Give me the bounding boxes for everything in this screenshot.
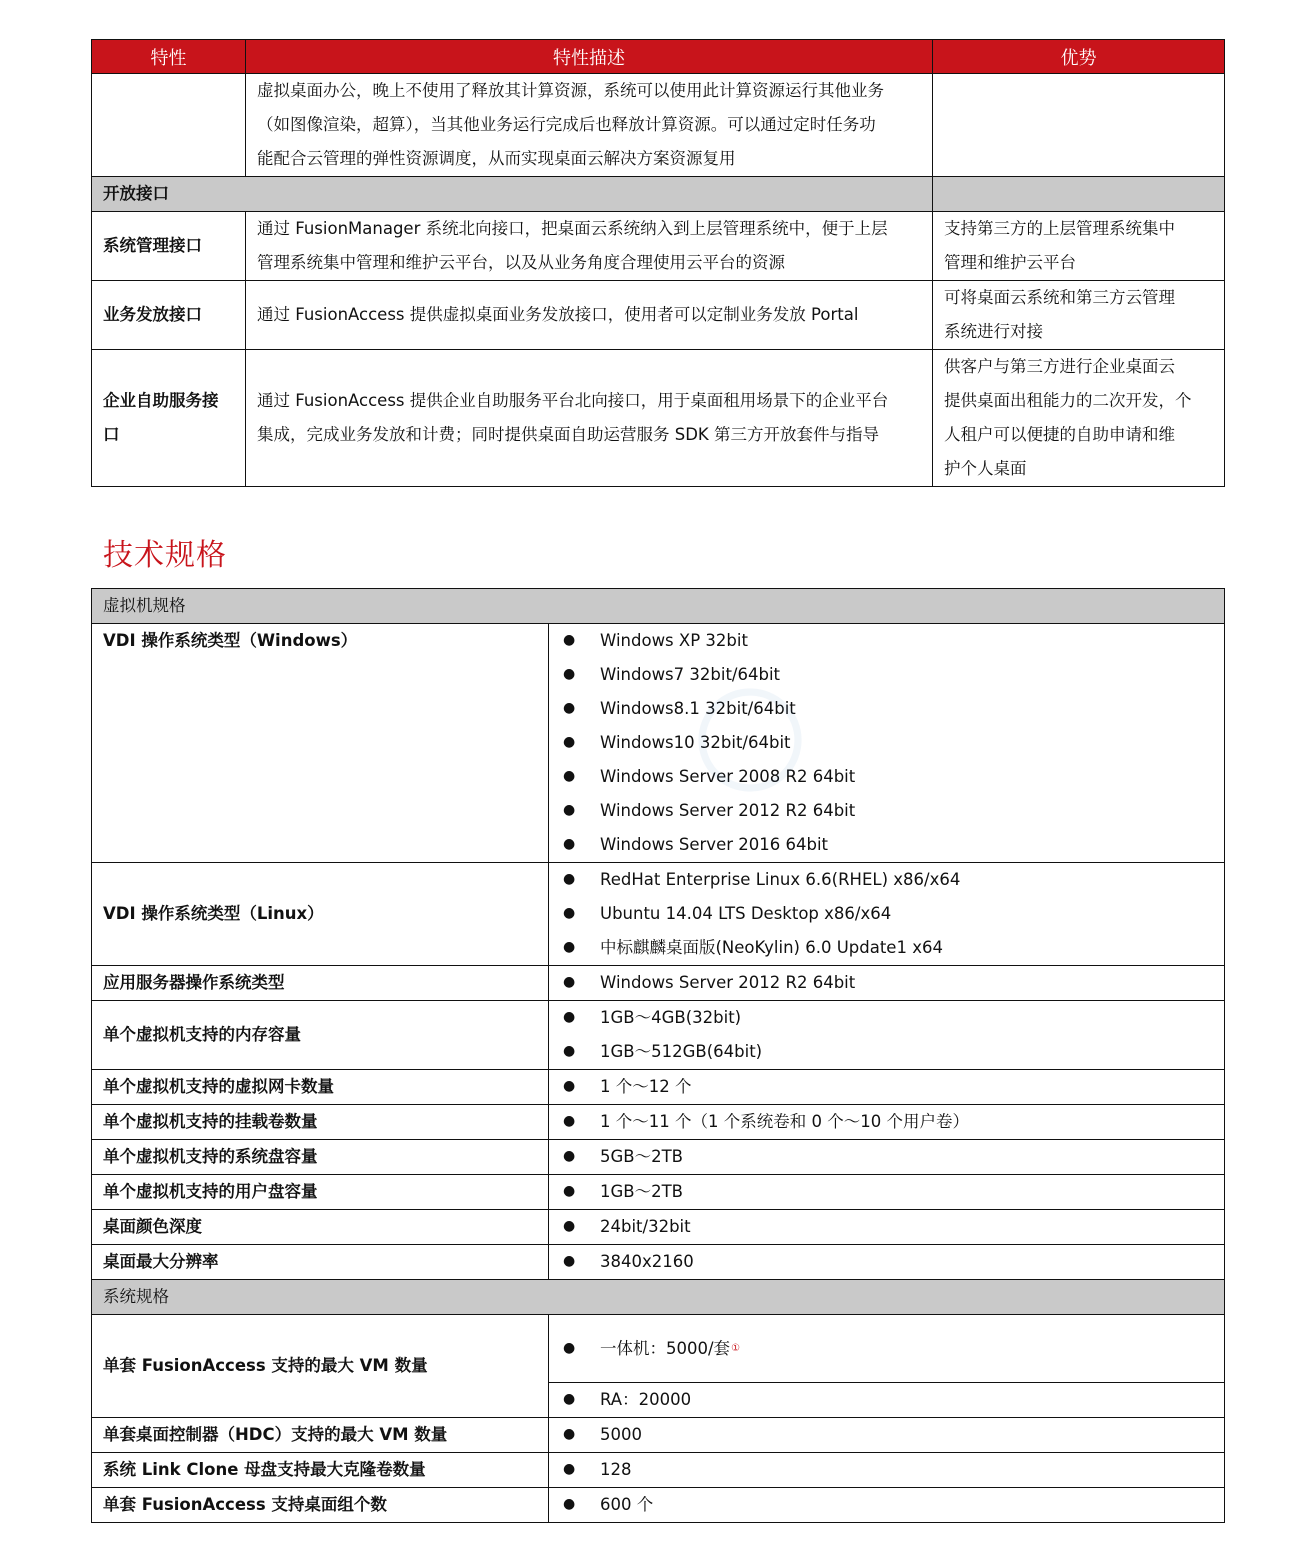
- table-row: [92, 350, 1225, 487]
- spec-label: 桌面颜色深度: [92, 1210, 549, 1245]
- list-item: [563, 897, 1224, 931]
- bullet-icon: ●: [563, 871, 576, 888]
- feature-name: 系统管理接口: [92, 212, 246, 281]
- spec-label: 单个虚拟机支持的内存容量: [92, 1001, 549, 1070]
- advantage-cell: [933, 212, 1225, 281]
- spec-values: [549, 1245, 1225, 1280]
- spec-value: Ubuntu 14.04 LTS Desktop x86/x64: [600, 904, 892, 924]
- list-item: [563, 1105, 1224, 1139]
- table-row: [92, 74, 1225, 177]
- spec-value: Windows8.1 32bit/64bit: [600, 699, 796, 719]
- spec-values: [549, 1210, 1225, 1245]
- bullet-icon: ●: [563, 974, 576, 991]
- section-title: 虚拟机规格: [92, 589, 1225, 624]
- spec-values: [549, 1488, 1225, 1523]
- spec-value: RedHat Enterprise Linux 6.6(RHEL) x86/x64: [600, 870, 961, 890]
- bullet-icon: ●: [563, 1009, 576, 1026]
- spec-label: 单套 FusionAccess 支持的最大 VM 数量: [92, 1315, 549, 1418]
- bullet-icon: ●: [563, 1218, 576, 1235]
- list-item: [563, 794, 1224, 828]
- header-description: 特性描述: [246, 40, 933, 74]
- bullet-icon: ●: [563, 632, 576, 649]
- spec-values: [549, 966, 1225, 1001]
- spec-value: Windows Server 2012 R2 64bit: [600, 801, 856, 821]
- table-row: [92, 1488, 1225, 1523]
- list-item: [563, 863, 1224, 897]
- table-row: [92, 1210, 1225, 1245]
- spec-value: Windows10 32bit/64bit: [600, 733, 791, 753]
- advantage-line: 供客户与第三方进行企业桌面云: [944, 357, 1175, 376]
- feature-cell: [92, 74, 246, 177]
- spec-values: [549, 1383, 1225, 1418]
- header-feature: 特性: [92, 40, 246, 74]
- table-row: [92, 863, 1225, 966]
- spec-values: [549, 863, 1225, 966]
- spec-value: Windows Server 2016 64bit: [600, 835, 829, 855]
- list-item: [563, 760, 1224, 794]
- description-line: 能配合云管理的弹性资源调度，从而实现桌面云解决方案资源复用: [257, 149, 736, 168]
- description-line: 虚拟桌面办公，晚上不使用了释放其计算资源，系统可以使用此计算资源运行其他业务: [257, 81, 884, 100]
- spec-value: 5GB～2TB: [600, 1147, 683, 1167]
- bullet-icon: ●: [563, 1339, 576, 1356]
- table-row: [92, 1105, 1225, 1140]
- spec-value: 5000: [600, 1425, 642, 1445]
- spec-label: 单个虚拟机支持的挂载卷数量: [92, 1105, 549, 1140]
- bullet-icon: ●: [563, 768, 576, 785]
- description-line: 通过 FusionAccess 提供虚拟桌面业务发放接口，使用者可以定制业务发放 Portal: [257, 305, 859, 324]
- spec-value: 1 个～11 个（1 个系统卷和 0 个～10 个用户卷）: [600, 1112, 969, 1132]
- bullet-icon: ●: [563, 1078, 576, 1095]
- description-line: 集成，完成业务发放和计费；同时提供桌面自助运营服务 SDK 第三方开放套件与指导: [257, 425, 879, 444]
- description-cell: [246, 350, 933, 487]
- spec-label: 单个虚拟机支持的用户盘容量: [92, 1175, 549, 1210]
- spec-label: VDI 操作系统类型（Windows）: [92, 624, 549, 863]
- section-row-open-api: [92, 177, 1225, 212]
- list-item: [563, 828, 1224, 862]
- spec-label: 应用服务器操作系统类型: [92, 966, 549, 1001]
- table-row: [92, 1070, 1225, 1105]
- bullet-icon: ●: [563, 734, 576, 751]
- section-heading: 技术规格: [103, 538, 227, 573]
- list-item: [563, 658, 1224, 692]
- list-item: [563, 931, 1224, 965]
- table-row: [92, 1175, 1225, 1210]
- spec-value: Windows Server 2008 R2 64bit: [600, 767, 856, 787]
- list-item: [563, 966, 1224, 1000]
- advantage-line: 提供桌面出租能力的二次开发，个: [944, 391, 1192, 410]
- list-item: [563, 692, 1224, 726]
- vm-spec-rows: [92, 624, 1225, 1280]
- feature-name: 业务发放接口: [92, 281, 246, 350]
- bullet-icon: ●: [563, 1148, 576, 1165]
- description-line: 通过 FusionAccess 提供企业自助服务平台北向接口，用于桌面租用场景下的企业平台: [257, 391, 889, 410]
- description-line: 管理系统集中管理和维护云平台，以及从业务角度合理使用云平台的资源: [257, 253, 785, 272]
- bullet-icon: ●: [563, 1043, 576, 1060]
- spec-value: 1 个～12 个: [600, 1077, 692, 1097]
- spec-values: [549, 1175, 1225, 1210]
- section-row-system: [92, 1280, 1225, 1315]
- spec-values: [549, 1070, 1225, 1105]
- bullet-icon: ●: [563, 1426, 576, 1443]
- spec-value: 3840x2160: [600, 1252, 694, 1272]
- spec-values: [549, 1001, 1225, 1070]
- advantage-line: 人租户可以便捷的自助申请和维: [944, 425, 1175, 444]
- list-item: [563, 1035, 1224, 1069]
- spec-label: 单套 FusionAccess 支持桌面组个数: [92, 1488, 549, 1523]
- list-item: [563, 1070, 1224, 1104]
- spec-label: 桌面最大分辨率: [92, 1245, 549, 1280]
- list-item: [563, 1210, 1224, 1244]
- spec-values: [549, 624, 1225, 863]
- bullet-icon: ●: [563, 700, 576, 717]
- table-row: [92, 1140, 1225, 1175]
- spec-value: Windows7 32bit/64bit: [600, 665, 781, 685]
- list-item: [563, 1140, 1224, 1174]
- advantage-line: 支持第三方的上层管理系统集中: [944, 219, 1175, 238]
- spec-value: 1GB～2TB: [600, 1182, 683, 1202]
- feature-table-header: [92, 40, 1225, 74]
- table-row: [92, 281, 1225, 350]
- list-item: [563, 1001, 1224, 1035]
- bullet-icon: ●: [563, 1391, 576, 1408]
- spec-values: [549, 1315, 1225, 1383]
- bullet-icon: ●: [563, 905, 576, 922]
- list-item: [563, 1453, 1224, 1487]
- system-spec-rows: [92, 1418, 1225, 1523]
- list-item: [563, 1245, 1224, 1279]
- list-item: [563, 1332, 1224, 1366]
- advantage-line: 管理和维护云平台: [944, 253, 1076, 272]
- spec-value: 1GB～512GB(64bit): [600, 1042, 763, 1062]
- list-item: [563, 624, 1224, 658]
- description-cell: [246, 281, 933, 350]
- table-row: [92, 1453, 1225, 1488]
- feature-table: [91, 39, 1225, 487]
- table-row: [92, 966, 1225, 1001]
- list-item: [563, 1418, 1224, 1452]
- spec-label: 单个虚拟机支持的虚拟网卡数量: [92, 1070, 549, 1105]
- advantage-cell: [933, 281, 1225, 350]
- spec-value: 中标麒麟桌面版(NeoKylin) 6.0 Update1 x64: [600, 938, 943, 958]
- bullet-icon: ●: [563, 1253, 576, 1270]
- advantage-line: 系统进行对接: [944, 322, 1043, 341]
- advantage-cell: [933, 74, 1225, 177]
- spec-values: [549, 1140, 1225, 1175]
- spec-table: [91, 588, 1225, 1523]
- table-row: [92, 1315, 1225, 1383]
- feature-name: [92, 350, 246, 487]
- spec-value: Windows Server 2012 R2 64bit: [600, 973, 856, 993]
- spec-value: 600 个: [600, 1495, 654, 1515]
- bullet-icon: ●: [563, 666, 576, 683]
- advantage-cell: [933, 350, 1225, 487]
- section-row-vm: [92, 589, 1225, 624]
- table-row: [92, 212, 1225, 281]
- footnote-mark: ①: [731, 1342, 741, 1354]
- bullet-icon: ●: [563, 1461, 576, 1478]
- spec-values: [549, 1453, 1225, 1488]
- spec-value: Windows XP 32bit: [600, 631, 748, 651]
- spec-values: [549, 1418, 1225, 1453]
- spec-value: 1GB～4GB(32bit): [600, 1008, 742, 1028]
- spec-values: [549, 1105, 1225, 1140]
- spec-value: 一体机：5000/套: [600, 1338, 731, 1358]
- bullet-icon: ●: [563, 1183, 576, 1200]
- bullet-icon: ●: [563, 1496, 576, 1513]
- bullet-icon: ●: [563, 939, 576, 956]
- list-item: [563, 1175, 1224, 1209]
- bullet-icon: ●: [563, 802, 576, 819]
- spec-label: 单个虚拟机支持的系统盘容量: [92, 1140, 549, 1175]
- table-row: [92, 624, 1225, 863]
- bullet-icon: ●: [563, 1113, 576, 1130]
- table-row: [92, 1001, 1225, 1070]
- header-advantage: 优势: [933, 40, 1225, 74]
- list-item: [563, 1383, 1224, 1417]
- spec-value: RA：20000: [600, 1390, 692, 1410]
- advantage-line: 护个人桌面: [944, 459, 1027, 478]
- list-item: [563, 1488, 1224, 1522]
- spec-label: 单套桌面控制器（HDC）支持的最大 VM 数量: [92, 1418, 549, 1453]
- advantage-line: 可将桌面云系统和第三方云管理: [944, 288, 1175, 307]
- section-title: 开放接口: [92, 177, 933, 212]
- description-line: 通过 FusionManager 系统北向接口，把桌面云系统纳入到上层管理系统中，便于上层: [257, 219, 888, 238]
- spec-label: 系统 Link Clone 母盘支持最大克隆卷数量: [92, 1453, 549, 1488]
- feature-name-line: 口: [103, 425, 120, 444]
- bullet-icon: ●: [563, 836, 576, 853]
- list-item: [563, 726, 1224, 760]
- section-blank: [933, 177, 1225, 212]
- table-row: [92, 1245, 1225, 1280]
- spec-value: 24bit/32bit: [600, 1217, 691, 1237]
- table-row: [92, 1418, 1225, 1453]
- description-cell: [246, 212, 933, 281]
- spec-label: VDI 操作系统类型（Linux）: [92, 863, 549, 966]
- section-title: 系统规格: [92, 1280, 1225, 1315]
- spec-value: 128: [600, 1460, 632, 1480]
- description-line: （如图像渲染，超算），当其他业务运行完成后也释放计算资源。可以通过定时任务功: [257, 115, 876, 134]
- description-cell: [246, 74, 933, 177]
- feature-name-line: 企业自助服务接: [103, 391, 219, 410]
